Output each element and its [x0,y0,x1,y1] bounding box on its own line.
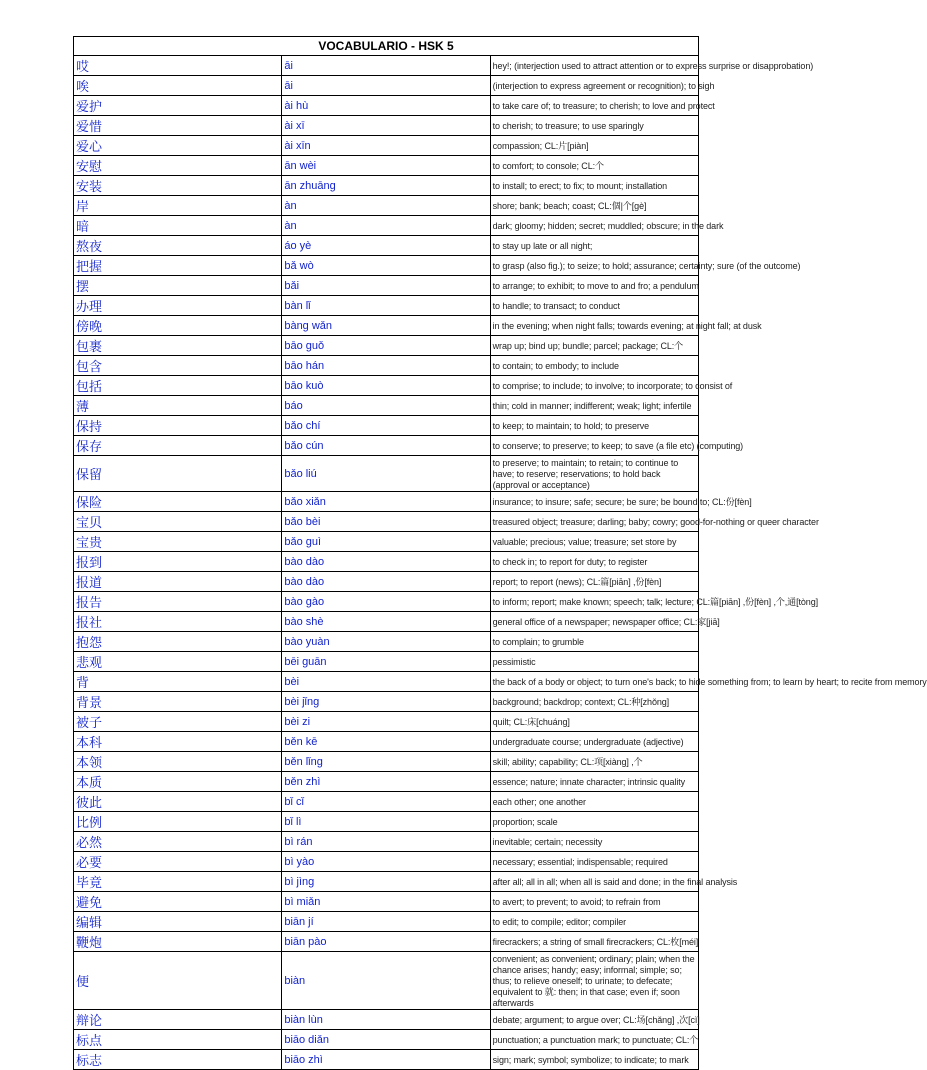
hanzi-cell: 本领 [74,752,282,772]
hanzi-cell: 办理 [74,296,282,316]
pinyin-cell: bèi [282,672,490,692]
hanzi-cell: 鞭炮 [74,932,282,952]
pinyin-cell: bì jìng [282,872,490,892]
hanzi-cell: 熬夜 [74,236,282,256]
meaning-cell: to keep; to maintain; to hold; to preserve [490,416,698,436]
hanzi-cell: 傍晚 [74,316,282,336]
pinyin-cell: ài xī [282,116,490,136]
pinyin-cell: ài hù [282,96,490,116]
meaning-cell: convenient; as convenient; ordinary; plain; when the chance arises; handy; easy; informal; simple; so; thus; to relieve oneself; to urinate; to defecate; equivalent to 就: then; in that case; even if; soon afterwards [490,952,698,1010]
table-row [74,772,699,792]
hanzi-cell: 编辑 [74,912,282,932]
pinyin-cell: bǎo liú [282,456,490,492]
hanzi-cell: 安装 [74,176,282,196]
hanzi-cell: 保险 [74,492,282,512]
table-row [74,852,699,872]
meaning-cell: to avert; to prevent; to avoid; to refrain from [490,892,698,912]
table-row [74,1010,699,1030]
pinyin-cell: biàn [282,952,490,1010]
table-row [74,792,699,812]
pinyin-cell: ài xīn [282,136,490,156]
meaning-cell: each other; one another [490,792,698,812]
hanzi-cell: 爱护 [74,96,282,116]
hanzi-cell: 摆 [74,276,282,296]
table-row [74,892,699,912]
pinyin-cell: bǎi [282,276,490,296]
meaning-cell: to handle; to transact; to conduct [490,296,698,316]
meaning-cell: to cherish; to treasure; to use sparingly [490,116,698,136]
hanzi-cell: 被子 [74,712,282,732]
hanzi-cell: 宝贝 [74,512,282,532]
pinyin-cell: ān zhuāng [282,176,490,196]
table-row [74,732,699,752]
meaning-cell: to comfort; to console; CL:个 [490,156,698,176]
meaning-cell: inevitable; certain; necessity [490,832,698,852]
table-row [74,572,699,592]
meaning-cell: debate; argument; to argue over; CL:场[chǎng] ,次[cì] [490,1010,698,1030]
table-row [74,296,699,316]
table-row [74,96,699,116]
table-row [74,932,699,952]
meaning-cell: after all; all in all; when all is said and done; in the final analysis [490,872,698,892]
hanzi-cell: 毕竟 [74,872,282,892]
hanzi-cell: 把握 [74,256,282,276]
meaning-cell: report; to report (news); CL:篇[piān] ,份[fèn] [490,572,698,592]
pinyin-cell: ān wèi [282,156,490,176]
hanzi-cell: 报到 [74,552,282,572]
pinyin-cell: bāo hán [282,356,490,376]
pinyin-cell: áo yè [282,236,490,256]
table-row [74,336,699,356]
table-row [74,256,699,276]
table-row [74,176,699,196]
table-row [74,456,699,492]
meaning-cell: hey!; (interjection used to attract attention or to express surprise or disapprobation) [490,56,698,76]
pinyin-cell: biàn lùn [282,1010,490,1030]
meaning-cell: thin; cold in manner; indifferent; weak; light; infertile [490,396,698,416]
meaning-cell: necessary; essential; indispensable; required [490,852,698,872]
pinyin-cell: àn [282,196,490,216]
meaning-cell: to check in; to report for duty; to register [490,552,698,572]
meaning-cell: to conserve; to preserve; to keep; to save (a file etc) (computing) [490,436,698,456]
hanzi-cell: 避免 [74,892,282,912]
table-row [74,276,699,296]
hanzi-cell: 宝贵 [74,532,282,552]
table-row [74,216,699,236]
meaning-cell: to grasp (also fig.); to seize; to hold; assurance; certainty; sure (of the outcome) [490,256,698,276]
hanzi-cell: 保留 [74,456,282,492]
table-row [74,492,699,512]
table-row [74,952,699,1010]
meaning-cell: dark; gloomy; hidden; secret; muddled; obscure; in the dark [490,216,698,236]
hanzi-cell: 抱怨 [74,632,282,652]
meaning-cell: proportion; scale [490,812,698,832]
hanzi-cell: 本科 [74,732,282,752]
hanzi-cell: 暗 [74,216,282,236]
hanzi-cell: 标志 [74,1050,282,1070]
table-row [74,812,699,832]
meaning-cell: to comprise; to include; to involve; to incorporate; to consist of [490,376,698,396]
pinyin-cell: běn lǐng [282,752,490,772]
pinyin-cell: biān pào [282,932,490,952]
pinyin-cell: bào gào [282,592,490,612]
pinyin-cell: bàn lǐ [282,296,490,316]
table-row [74,316,699,336]
hanzi-cell: 唉 [74,76,282,96]
meaning-cell: valuable; precious; value; treasure; set store by [490,532,698,552]
pinyin-cell: bāo guǒ [282,336,490,356]
hanzi-cell: 安慰 [74,156,282,176]
pinyin-cell: bào yuàn [282,632,490,652]
pinyin-cell: bì yào [282,852,490,872]
hanzi-cell: 保存 [74,436,282,456]
meaning-cell: wrap up; bind up; bundle; parcel; package; CL:个 [490,336,698,356]
vocabulary-rows [74,56,927,1070]
table-row [74,116,699,136]
meaning-cell: to stay up late or all night; [490,236,698,256]
hanzi-cell: 报告 [74,592,282,612]
table-row [74,912,699,932]
meaning-cell: to take care of; to treasure; to cherish; to love and protect [490,96,698,116]
table-row [74,592,699,612]
meaning-cell: to contain; to embody; to include [490,356,698,376]
hanzi-cell: 标点 [74,1030,282,1050]
table-row [74,1030,699,1050]
meaning-cell: to arrange; to exhibit; to move to and fro; a pendulum [490,276,698,296]
table-row [74,832,699,852]
pinyin-cell: bǎo chí [282,416,490,436]
meaning-cell: background; backdrop; context; CL:种[zhǒng] [490,692,698,712]
meaning-cell: skill; ability; capability; CL:项[xiàng] ,个 [490,752,698,772]
table-row [74,652,699,672]
table-row [74,236,699,256]
hanzi-cell: 必然 [74,832,282,852]
table-row [74,136,699,156]
hanzi-cell: 悲观 [74,652,282,672]
table-row [74,436,699,456]
pinyin-cell: běn zhì [282,772,490,792]
pinyin-cell: bǐ cǐ [282,792,490,812]
pinyin-cell: bāo kuò [282,376,490,396]
meaning-cell: undergraduate course; undergraduate (adjective) [490,732,698,752]
table-row [74,416,699,436]
meaning-cell: essence; nature; innate character; intrinsic quality [490,772,698,792]
meaning-cell: quilt; CL:床[chuáng] [490,712,698,732]
pinyin-cell: bǎo bèi [282,512,490,532]
hanzi-cell: 背景 [74,692,282,712]
meaning-cell: sign; mark; symbol; symbolize; to indicate; to mark [490,1050,698,1070]
table-row [74,156,699,176]
hanzi-cell: 岸 [74,196,282,216]
meaning-cell: in the evening; when night falls; towards evening; at night fall; at dusk [490,316,698,336]
sheet-title: VOCABULARIO - HSK 5 [74,37,699,56]
pinyin-cell: bǎo cún [282,436,490,456]
hanzi-cell: 报社 [74,612,282,632]
meaning-cell: punctuation; a punctuation mark; to punctuate; CL:个 [490,1030,698,1050]
pinyin-cell: bǎo xiǎn [282,492,490,512]
pinyin-cell: bào shè [282,612,490,632]
pinyin-cell: báo [282,396,490,416]
meaning-cell: to preserve; to maintain; to retain; to continue to have; to reserve; reservations; to hold back (approval or acceptance) [490,456,698,492]
table-row [74,712,699,732]
pinyin-cell: bào dào [282,572,490,592]
hanzi-cell: 爱心 [74,136,282,156]
table-row [74,76,699,96]
meaning-cell: the back of a body or object; to turn one's back; to hide something from; to learn by heart; to recite from memory [490,672,698,692]
hanzi-cell: 辩论 [74,1010,282,1030]
table-row [74,672,699,692]
pinyin-cell: āi [282,56,490,76]
table-row [74,356,699,376]
meaning-cell: general office of a newspaper; newspaper office; CL:家[jiā] [490,612,698,632]
hanzi-cell: 比例 [74,812,282,832]
meaning-cell: insurance; to insure; safe; secure; be sure; be bound to; CL:份[fèn] [490,492,698,512]
meaning-cell: (interjection to express agreement or recognition); to sigh [490,76,698,96]
hanzi-cell: 哎 [74,56,282,76]
table-row [74,196,699,216]
hanzi-cell: 保持 [74,416,282,436]
hanzi-cell: 包裹 [74,336,282,356]
pinyin-cell: bǎo guì [282,532,490,552]
pinyin-cell: biāo zhì [282,1050,490,1070]
table-row [74,612,699,632]
pinyin-cell: biāo diǎn [282,1030,490,1050]
pinyin-cell: bì miǎn [282,892,490,912]
meaning-cell: to inform; report; make known; speech; talk; lecture; CL:篇[piān] ,份[fèn] ,个,通[tòng] [490,592,698,612]
pinyin-cell: biān jí [282,912,490,932]
meaning-cell: firecrackers; a string of small firecrackers; CL:枚[méi] [490,932,698,952]
hanzi-cell: 必要 [74,852,282,872]
pinyin-cell: bēi guān [282,652,490,672]
pinyin-cell: āi [282,76,490,96]
table-row [74,692,699,712]
pinyin-cell: bàng wǎn [282,316,490,336]
pinyin-cell: àn [282,216,490,236]
table-row [74,56,699,76]
hanzi-cell: 包含 [74,356,282,376]
hanzi-cell: 便 [74,952,282,1010]
pinyin-cell: bì rán [282,832,490,852]
hanzi-cell: 彼此 [74,792,282,812]
table-row [74,752,699,772]
table-row [74,396,699,416]
pinyin-cell: bèi jǐng [282,692,490,712]
meaning-cell: pessimistic [490,652,698,672]
table-row [74,532,699,552]
hanzi-cell: 报道 [74,572,282,592]
vocabulary-table [73,36,927,1070]
table-row [74,512,699,532]
pinyin-cell: bèi zi [282,712,490,732]
meaning-cell: to edit; to compile; editor; compiler [490,912,698,932]
hanzi-cell: 本质 [74,772,282,792]
meaning-cell: compassion; CL:片[piàn] [490,136,698,156]
hanzi-cell: 包括 [74,376,282,396]
hanzi-cell: 背 [74,672,282,692]
table-row [74,632,699,652]
hanzi-cell: 薄 [74,396,282,416]
table-row [74,1050,699,1070]
pinyin-cell: bǎ wò [282,256,490,276]
meaning-cell: shore; bank; beach; coast; CL:個|个[gè] [490,196,698,216]
meaning-cell: treasured object; treasure; darling; baby; cowry; good-for-nothing or queer character [490,512,698,532]
pinyin-cell: běn kē [282,732,490,752]
pinyin-cell: bǐ lì [282,812,490,832]
table-row [74,872,699,892]
meaning-cell: to complain; to grumble [490,632,698,652]
pinyin-cell: bào dào [282,552,490,572]
meaning-cell: to install; to erect; to fix; to mount; installation [490,176,698,196]
hanzi-cell: 爱惜 [74,116,282,136]
table-row [74,376,699,396]
table-row [74,552,699,572]
